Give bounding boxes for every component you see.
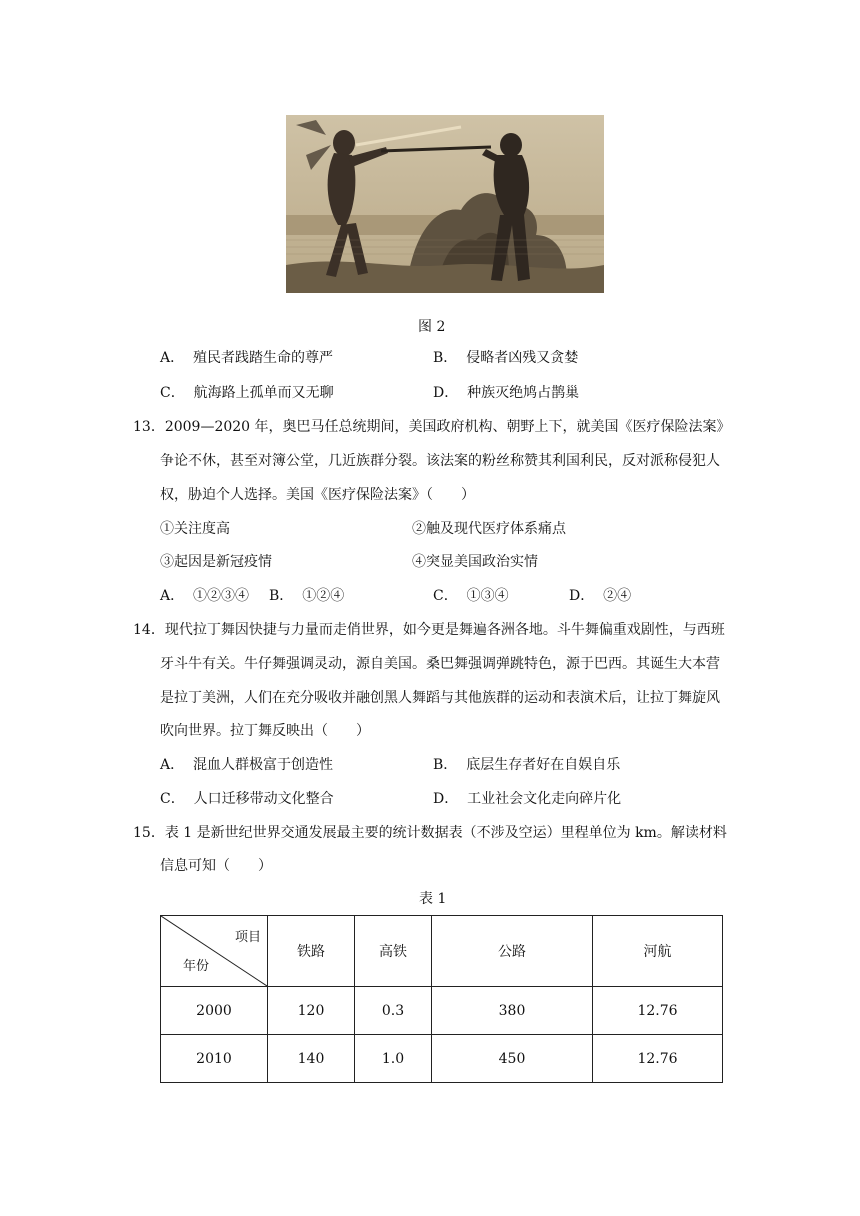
q14-option-a: A． 混血人群极富于创造性 [160, 757, 334, 773]
cell-high-speed-rail: 0.3 [355, 987, 432, 1035]
q12-option-b: B． 侵略者凶残又贪婪 [433, 350, 579, 366]
q12-option-a: A． 殖民者践踏生命的尊严 [160, 350, 334, 366]
q12-option-d: D． 种族灭绝鸠占鹊巢 [433, 385, 580, 401]
table-row [161, 1035, 723, 1083]
column-header-river-navigation: 河航 [593, 916, 723, 987]
q13-option-c: C． ①③④ [433, 588, 509, 604]
cell-river-navigation: 12.76 [593, 987, 723, 1035]
table-header-row [161, 916, 723, 987]
cell-highway: 450 [432, 1035, 593, 1083]
q14-line-1: 14．现代拉丁舞因快捷与力量而走俏世界，如今更是舞遍各洲各地。斗牛舞偏重戏剧性，与西班 [133, 622, 725, 638]
cell-river-navigation: 12.76 [593, 1035, 723, 1083]
corner-label-year: 年份 [183, 959, 210, 974]
q13-item-3: ③起因是新冠疫情 [160, 554, 272, 570]
q15-line-2: 信息可知（ ） [160, 858, 272, 874]
q14-option-d: D． 工业社会文化走向碎片化 [433, 791, 622, 807]
figure-caption: 图 2 [418, 319, 446, 335]
q14-option-b: B． 底层生存者好在自娱自乐 [433, 757, 621, 773]
q13-item-2: ②触及现代医疗体系痛点 [412, 521, 566, 537]
transport-statistics-table [160, 915, 723, 1083]
corner-label-item: 项目 [234, 930, 261, 945]
q13-option-d: D． ②④ [569, 588, 632, 604]
cell-year: 2010 [161, 1035, 268, 1083]
q14-option-c: C． 人口迁移带动文化整合 [160, 791, 334, 807]
column-header-highway: 公路 [432, 916, 593, 987]
q13-line-3: 权，胁迫个人选择。美国《医疗保险法案》（ ） [160, 487, 475, 503]
cell-railway: 140 [268, 1035, 355, 1083]
q14-line-3: 是拉丁美洲，人们在充分吸收并融创黑人舞蹈与其他族群的运动和表演术后，让拉丁舞旋风 [160, 690, 720, 706]
figure-2-illustration [286, 115, 604, 293]
table-row [161, 987, 723, 1035]
column-header-high-speed-rail: 高铁 [355, 916, 432, 987]
cell-railway: 120 [268, 987, 355, 1035]
cell-high-speed-rail: 1.0 [355, 1035, 432, 1083]
q12-option-c: C． 航海路上孤单而又无聊 [160, 385, 334, 401]
q13-option-b: B． ①②④ [269, 588, 345, 604]
cell-highway: 380 [432, 987, 593, 1035]
q13-item-1: ①关注度高 [160, 521, 230, 537]
q13-line-2: 争论不休，甚至对簿公堂，几近族群分裂。该法案的粉丝称赞其利国利民，反对派称侵犯人 [160, 453, 720, 469]
q13-line-1: 13．2009—2020 年，奥巴马任总统期间，美国政府机构、朝野上下，就美国《医疗保险法案》 [133, 419, 731, 435]
column-header-railway: 铁路 [268, 916, 355, 987]
q13-option-a: A． ①②③④ [160, 588, 250, 604]
table-title: 表 1 [419, 891, 447, 907]
table-corner-cell [161, 916, 268, 987]
q13-item-4: ④突显美国政治实情 [412, 554, 538, 570]
q14-line-2: 牙斗牛有关。牛仔舞强调灵动，源自美国。桑巴舞强调弹跳特色，源于巴西。其诞生大本营 [160, 656, 720, 672]
q15-line-1: 15．表 1 是新世纪世界交通发展最主要的统计数据表（不涉及空运）里程单位为 km。解读材料 [133, 825, 727, 841]
cell-year: 2000 [161, 987, 268, 1035]
q14-line-4: 吹向世界。拉丁舞反映出（ ） [160, 723, 370, 739]
